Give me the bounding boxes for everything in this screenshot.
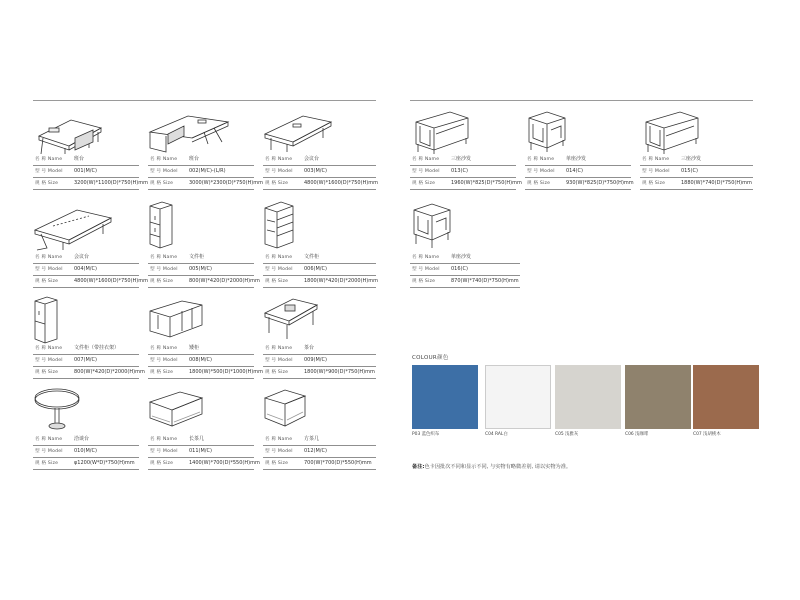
product-size: 800(W)*420(D)*2000(H)mm <box>74 369 145 375</box>
product-size: 1400(W)*700(D)*550(H)mm <box>189 460 260 466</box>
product-size: 870(W)*740(D)*750(H)mm <box>451 278 519 284</box>
file-cabinet-icon <box>148 200 178 252</box>
product-card <box>263 200 376 290</box>
model-row: 型 号 Model 004(M/C) <box>33 264 139 276</box>
colour-section-title: COLOUR颜色 <box>412 355 449 361</box>
product-card <box>33 295 145 381</box>
size-row: 规 格 Size 800(W)*420(D)*2000(H)mm <box>148 276 254 288</box>
three-seat-sofa-icon <box>410 108 480 156</box>
product-card <box>263 295 376 381</box>
coffee-table-icon <box>148 386 208 434</box>
product-size: 1800(W)*420(D)*2000(H)mm <box>304 278 378 284</box>
product-size: 4800(W)*1600(D)*750(H)mm <box>74 278 148 284</box>
product-name: 长茶几 <box>189 436 205 442</box>
size-row: 规 格 Size 1400(W)*700(D)*550(H)mm <box>148 458 254 470</box>
product-model: 005(M/C) <box>189 266 212 272</box>
name-row: 名 称 Name 会议台 <box>263 154 376 166</box>
product-name: 会议台 <box>304 156 320 162</box>
name-row: 名 称 Name 单座沙发 <box>410 252 520 264</box>
model-row: 型 号 Model 008(M/C) <box>148 355 254 367</box>
product-name: 矮柜 <box>189 345 200 351</box>
name-row: 名 称 Name 长茶几 <box>148 434 254 446</box>
product-model: 003(M/C) <box>304 168 327 174</box>
product-size: 800(W)*420(D)*2000(H)mm <box>189 278 260 284</box>
swatch-c04 <box>485 365 551 429</box>
round-table-icon <box>33 386 83 434</box>
model-row: 型 号 Model 010(M/C) <box>33 446 139 458</box>
product-model: 010(M/C) <box>74 448 97 454</box>
product-model: 012(M/C) <box>304 448 327 454</box>
size-row: 规 格 Size 4800(W)*1600(D)*750(H)mm <box>263 178 376 190</box>
product-model: 016(C) <box>451 266 468 272</box>
product-model: 011(M/C) <box>189 448 212 454</box>
single-sofa-icon <box>525 108 575 156</box>
name-row: 名 称 Name 单座沙发 <box>525 154 631 166</box>
product-card <box>525 108 634 192</box>
model-row: 型 号 Model 002(M/C)-(L/R) <box>148 166 254 178</box>
size-row: 规 格 Size 700(W)*700(D)*550(H)mm <box>263 458 376 470</box>
name-row: 名 称 Name 文件柜 <box>148 252 254 264</box>
product-name: 茶台 <box>304 345 315 351</box>
wardrobe-cabinet-icon <box>33 295 63 345</box>
product-model: 007(M/C) <box>74 357 97 363</box>
name-row: 名 称 Name 文件柜 <box>263 252 376 264</box>
product-model: 009(M/C) <box>304 357 327 363</box>
top-rule-right <box>410 100 753 101</box>
swatch-label: P03 蓝色织布 <box>412 432 440 437</box>
product-size: φ1200(W*D)*750(H)mm <box>74 460 135 466</box>
product-name: 单座沙发 <box>566 156 587 162</box>
shelf-cabinet-icon <box>263 200 297 252</box>
size-row: 规 格 Size 930(W)*825(D)*750(H)mm <box>525 178 631 190</box>
product-card <box>148 200 260 290</box>
model-row: 型 号 Model 014(C) <box>525 166 631 178</box>
note-text: 色卡因批次不同和显示不同, 与实物有略微差别, 请以实物为准。 <box>424 464 572 470</box>
swatch-label: C04 RAL白 <box>485 432 508 437</box>
product-size: 1960(W)*825(D)*750(H)mm <box>451 180 522 186</box>
conference-table-icon <box>263 108 333 156</box>
product-model: 004(M/C) <box>74 266 97 272</box>
size-row: 规 格 Size 1960(W)*825(D)*750(H)mm <box>410 178 516 190</box>
model-row: 型 号 Model 005(M/C) <box>148 264 254 276</box>
product-card <box>33 108 148 192</box>
product-model: 006(M/C) <box>304 266 327 272</box>
product-card <box>410 108 522 192</box>
name-row: 名 称 Name 矮柜 <box>148 343 254 355</box>
product-name: 方茶几 <box>304 436 320 442</box>
size-row: 规 格 Size 1800(W)*420(D)*2000(H)mm <box>263 276 376 288</box>
model-row: 型 号 Model 001(M/C) <box>33 166 139 178</box>
single-sofa-2-icon <box>410 200 460 252</box>
size-row: 规 格 Size φ1200(W*D)*750(H)mm <box>33 458 139 470</box>
product-card <box>33 200 148 290</box>
name-row: 名 称 Name 方茶几 <box>263 434 376 446</box>
product-size: 4800(W)*1600(D)*750(H)mm <box>304 180 378 186</box>
size-row: 规 格 Size 3000(W)*2300(D)*750(H)mm <box>148 178 254 190</box>
swatch-label: C07 浅胡桃木 <box>693 432 721 437</box>
size-row: 规 格 Size 1800(W)*900(D)*750(H)mm <box>263 367 376 379</box>
product-name: 三座沙发 <box>681 156 702 162</box>
product-card <box>148 295 263 381</box>
note <box>412 463 571 470</box>
product-size: 1880(W)*740(D)*750(H)mm <box>681 180 752 186</box>
model-row: 型 号 Model 013(C) <box>410 166 516 178</box>
product-name: 会议台 <box>74 254 90 260</box>
name-row: 名 称 Name 文件柜（带挂衣架） <box>33 343 139 355</box>
swatch-c07 <box>693 365 759 429</box>
size-row: 规 格 Size 1880(W)*740(D)*750(H)mm <box>640 178 753 190</box>
size-row: 规 格 Size 4800(W)*1600(D)*750(H)mm <box>33 276 139 288</box>
product-size: 3000(W)*2300(D)*750(H)mm <box>189 180 263 186</box>
note-label: 备注: <box>412 464 425 470</box>
product-model: 015(C) <box>681 168 698 174</box>
l-shaped-desk-icon <box>148 108 238 156</box>
product-name: 文件柜 <box>189 254 205 260</box>
product-model: 014(C) <box>566 168 583 174</box>
swatch-p03 <box>412 365 478 429</box>
product-model: 013(C) <box>451 168 468 174</box>
product-card <box>148 386 260 472</box>
name-row: 名 称 Name 三座沙发 <box>640 154 753 166</box>
size-row: 规 格 Size 3200(W)*1100(D)*750(H)mm <box>33 178 139 190</box>
product-card <box>640 108 753 192</box>
product-name: 单座沙发 <box>451 254 472 260</box>
size-row: 规 格 Size 1800(W)*500(D)*1000(H)mm <box>148 367 254 379</box>
product-name: 文件柜（带挂衣架） <box>74 345 120 351</box>
product-card <box>410 200 520 290</box>
product-name: 洽谈台 <box>74 436 90 442</box>
name-row: 名 称 Name 茶台 <box>263 343 376 355</box>
executive-desk-icon <box>35 108 105 156</box>
model-row: 型 号 Model 012(M/C) <box>263 446 376 458</box>
size-row: 规 格 Size 870(W)*740(D)*750(H)mm <box>410 276 520 288</box>
product-name: 班台 <box>74 156 85 162</box>
product-card <box>148 108 263 192</box>
product-name: 三座沙发 <box>451 156 472 162</box>
low-cabinet-icon <box>148 295 208 345</box>
model-row: 型 号 Model 015(C) <box>640 166 753 178</box>
three-seat-sofa-2-icon <box>640 108 710 156</box>
name-row: 名 称 Name 洽谈台 <box>33 434 139 446</box>
model-row: 型 号 Model 006(M/C) <box>263 264 376 276</box>
product-name: 班台 <box>189 156 200 162</box>
model-row: 型 号 Model 007(M/C) <box>33 355 139 367</box>
tea-table-icon <box>263 295 323 345</box>
name-row: 名 称 Name 会议台 <box>33 252 139 264</box>
swatch-label: C06 浅咖啡 <box>625 432 649 437</box>
name-row: 名 称 Name 班台 <box>148 154 254 166</box>
swatch-c05 <box>555 365 621 429</box>
square-side-table-icon <box>263 386 313 434</box>
size-row: 规 格 Size 800(W)*420(D)*2000(H)mm <box>33 367 139 379</box>
name-row: 名 称 Name 班台 <box>33 154 139 166</box>
model-row: 型 号 Model 016(C) <box>410 264 520 276</box>
swatch-c06 <box>625 365 691 429</box>
product-size: 3200(W)*1100(D)*750(H)mm <box>74 180 148 186</box>
product-size: 930(W)*825(D)*750(H)mm <box>566 180 634 186</box>
product-model: 002(M/C)-(L/R) <box>189 168 226 174</box>
model-row: 型 号 Model 009(M/C) <box>263 355 376 367</box>
product-model: 008(M/C) <box>189 357 212 363</box>
model-row: 型 号 Model 011(M/C) <box>148 446 254 458</box>
product-card <box>33 386 139 472</box>
model-row: 型 号 Model 003(M/C) <box>263 166 376 178</box>
product-name: 文件柜 <box>304 254 320 260</box>
product-card <box>263 386 376 472</box>
top-rule-left <box>33 100 376 101</box>
product-size: 700(W)*700(D)*550(H)mm <box>304 460 372 466</box>
product-size: 1800(W)*500(D)*1000(H)mm <box>189 369 263 375</box>
product-card <box>263 108 376 192</box>
name-row: 名 称 Name 三座沙发 <box>410 154 516 166</box>
conference-table-large-icon <box>33 200 113 252</box>
swatch-label: C05 浅雅灰 <box>555 432 579 437</box>
product-model: 001(M/C) <box>74 168 97 174</box>
product-size: 1800(W)*900(D)*750(H)mm <box>304 369 375 375</box>
